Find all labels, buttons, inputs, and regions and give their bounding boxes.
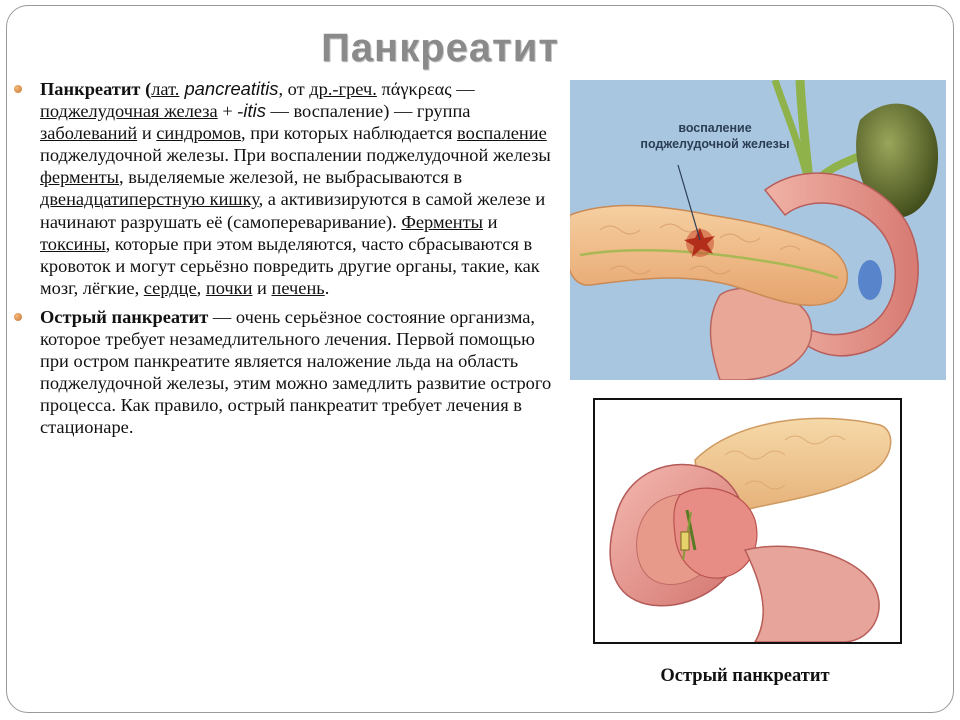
slide-title: Панкреатит — [321, 26, 559, 70]
acute-pancreatitis-illustration — [593, 398, 902, 644]
term-acute-pancreatitis: Острый панкреатит — [40, 306, 209, 327]
link-lat[interactable]: лат. — [151, 79, 180, 99]
link-diseases[interactable]: заболеваний — [40, 123, 138, 144]
link-syndromes[interactable]: синдромов — [156, 123, 242, 144]
link-liver[interactable]: печень — [271, 277, 325, 298]
paragraph-definition: Панкреатит (лат. pancreatitis, от др.-греч. πάγκρεας — поджелудочная железа + -itis — воспаление) — группа заболеваний и синдромов, при которых наблюдается воспаление поджелудочной железы. При воспалении поджелудочной железы ферменты, выделяемые железой, не выбрасываются в двенадцатиперстную кишку, а активизируются в самой железе и начинают разрушать её (самопереваривание). Ферменты и токсины, которые при этом выделяются, часто сбрасываются в кровоток и могут серьёзно повредить другие органы, такие, как мозг, лёгкие, сердце, почки и печень. — [12, 78, 568, 299]
link-gland[interactable]: поджелудочная железа — [40, 101, 218, 122]
bullet-icon — [14, 313, 22, 321]
link-kidneys[interactable]: почки — [205, 277, 253, 298]
paragraph-acute: Острый панкреатит — очень серьёзное состояние организма, которое требует незамедлительного лечения. Первой помощью при остром панкреатите является наложение льда на область поджелудочной железы, этим можно замедлить развитие острого процесса. Как правило, острый панкреатит требует лечения в стационаре. — [12, 306, 568, 439]
figure-caption: Острый панкреатит — [660, 666, 830, 686]
pancreas-inflammation-illustration — [570, 80, 946, 380]
link-greek[interactable]: др.-греч. — [309, 79, 377, 99]
slide-body — [12, 78, 568, 446]
bullet-icon — [14, 85, 22, 93]
acute-pancreatitis-drawing — [595, 400, 900, 642]
link-enzymes[interactable]: ферменты — [40, 167, 120, 188]
term-pancreatitis: Панкреатит — [40, 79, 141, 99]
link-duodenum[interactable]: двенадцатиперстную кишку — [40, 189, 259, 210]
link-toxins[interactable]: токсины — [40, 233, 106, 254]
link-heart[interactable]: сердце — [143, 277, 197, 298]
link-enzymes-2[interactable]: Ферменты — [401, 211, 483, 232]
inflammation-label: воспаление поджелудочной железы — [640, 121, 790, 151]
link-inflammation[interactable]: воспаление — [457, 123, 547, 144]
